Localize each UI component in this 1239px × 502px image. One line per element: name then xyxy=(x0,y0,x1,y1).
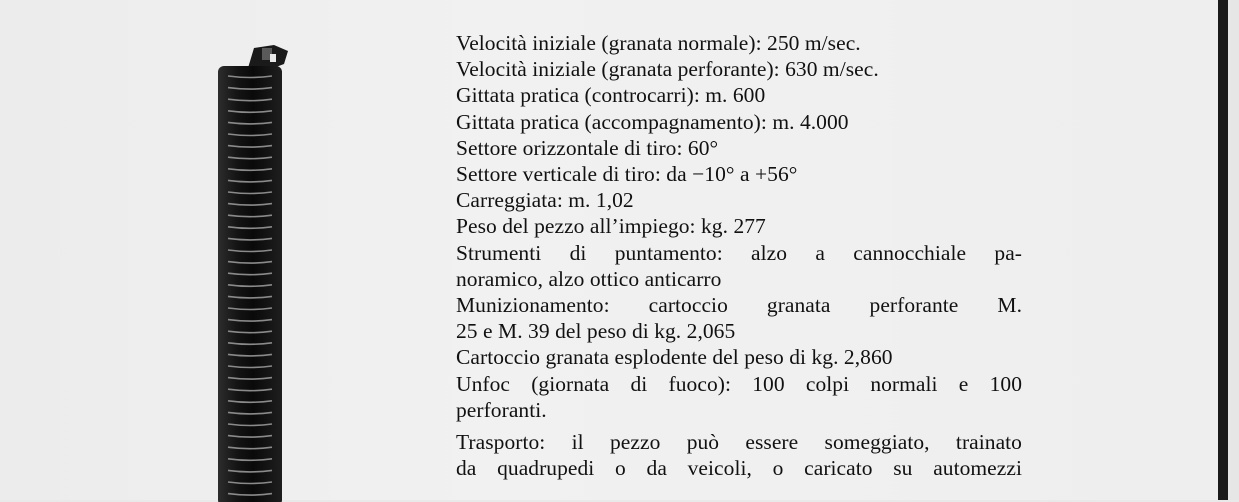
spec-line: Gittata pratica (controcarri): m. 600 xyxy=(456,83,766,108)
spec-line: Cartoccio granata esplodente del peso di kg. 2,860 xyxy=(456,345,893,370)
spec-line: Gittata pratica (accompagnamento): m. 4.000 xyxy=(456,109,849,134)
spec-line: Carreggiata: m. 1,02 xyxy=(456,188,634,213)
spec-line: Velocità iniziale (granata normale): 250 m/sec. xyxy=(456,31,861,55)
spec-line: Settore orizzontale di tiro: 60° xyxy=(456,135,719,160)
spec-line: Settore verticale di tiro: da −10° a +56° xyxy=(456,162,798,187)
spec-line: Peso del pezzo all’impiego: kg. 277 xyxy=(456,214,766,239)
spec-line: noramico, alzo ottico anticarro xyxy=(456,266,722,291)
specifications-text xyxy=(456,30,1032,481)
page-edge-shadow xyxy=(1218,0,1228,500)
spec-line: perforanti. xyxy=(456,397,547,422)
spec-line: Munizionamento: cartoccio granata perforante M. xyxy=(456,293,1022,318)
spec-line: Trasporto: il pezzo può essere someggiato, trainato xyxy=(456,430,1022,455)
coil-spring-image xyxy=(214,42,290,502)
spec-line: 25 e M. 39 del peso di kg. 2,065 xyxy=(456,319,736,344)
spec-line: Velocità iniziale (granata perforante): 630 m/sec. xyxy=(456,57,879,82)
spec-line: Unfoc (giornata di fuoco): 100 colpi normali e 100 xyxy=(456,371,1022,396)
page-edge xyxy=(1228,0,1239,500)
spec-line: da quadrupedi o da veicoli, o caricato su automezzi xyxy=(456,456,1022,481)
spec-line: Strumenti di puntamento: alzo a cannocchiale pa- xyxy=(456,240,1022,265)
